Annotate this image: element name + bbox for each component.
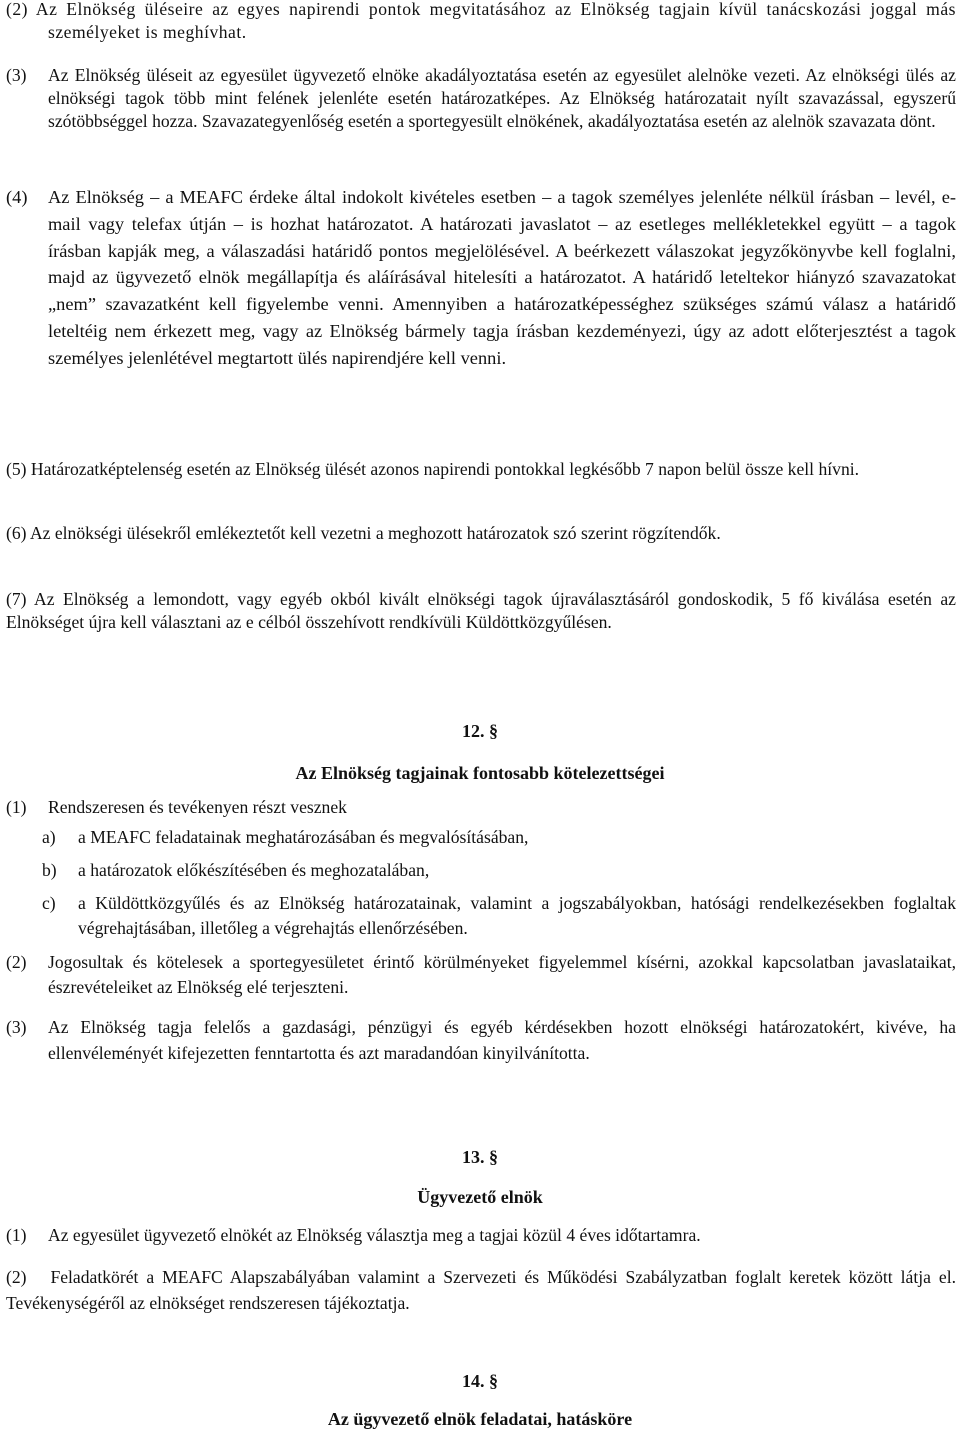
paragraph-12-3-text: Az Elnökség tagja felelős a gazdasági, pénzügyi és egyéb kérdésekben hozott elnökségi határozatokért, kivéve, ha ellenvéleményét kifejezetten fenntartotta és azt maradandóan kinyilvánította. [48, 1017, 956, 1063]
list-item-b [42, 859, 956, 882]
paragraph-13-1-text: Az egyesület ügyvezető elnökét az Elnökség választja meg a tagjai közül 4 éves időtartamra. [48, 1225, 701, 1245]
paragraph-11-6 [6, 522, 956, 545]
paragraph-12-2-text: Jogosultak és kötelesek a sportegyesületet érintő körülményeket figyelemmel kísérni, azokkal kapcsolatban javaslataikat, észrevételeiket az Elnökség elé terjeszteni. [48, 952, 956, 997]
section-13-title: Ügyvezető elnök [417, 1187, 543, 1207]
paragraph-13-2 [6, 1264, 956, 1316]
paragraph-12-1-number: (1) [6, 797, 27, 817]
section-14-title: Az ügyvezető elnök feladatai, hatásköre [327, 1409, 633, 1429]
paragraph-13-2-text: Feladatkörét a MEAFC Alapszabályában valamint a Szervezeti és Működési Szabályzatban foglalt keretek között látja el. Tevékenységéről az elnökséget rendszeresen tájékoztatja. [6, 1267, 956, 1313]
section-12-number: 12. § [462, 721, 498, 741]
paragraph-13-1-number: (1) [6, 1225, 27, 1245]
list-item-a-text: a MEAFC feladatainak meghatározásában és megvalósításában, [78, 827, 529, 847]
paragraph-12-3 [6, 1014, 956, 1066]
paragraph-11-3-number: (3) [6, 65, 27, 85]
list-item-a [42, 826, 956, 849]
list-item-a-label: a) [42, 827, 56, 847]
list-item-c-label: c) [42, 893, 56, 913]
paragraph-12-2-number: (2) [6, 952, 27, 972]
paragraph-12-2 [6, 950, 956, 1000]
paragraph-11-6-text: (6) Az elnökségi ülésekről emlékeztetőt kell vezetni a meghozott határozatok szó szerint rögzítendők. [6, 523, 721, 543]
paragraph-12-3-number: (3) [6, 1017, 27, 1037]
paragraph-11-5-text: (5) Határozatképtelenség esetén az Elnökség ülését azonos napirendi pontokkal legkésőbb 7 napon belül össze kell hívni. [6, 459, 860, 479]
list-item-c-text: a Küldöttközgyűlés és az Elnökség határozatainak, valamint a jogszabályokban, hatósági rendelkezésekben foglaltak végrehajtásában, illetőleg a végrehajtás ellenőrzésében. [78, 893, 956, 938]
paragraph-11-4-text: Az Elnökség – a MEAFC érdeke által indokolt kivételes esetben – a tagok személyes jelenléte nélkül írásban – levél, e-mail vagy telefax útján – is hozhat határozatot. A határozati javaslatot – az esetleges mellékletekkel együtt – a tagok írásban kapják meg, a válaszadási határidő pontos megjelölésével. A beérkezett válaszokat jegyzőkönyvbe kell foglalni, majd az ügyvezető elnök megállapítja és aláírásával hitelesíti a határozatot. A határidő leteltekor hiányzó szavazatokat „nem” szavazatként kell figyelembe venni. Amennyiben a határozatképességhez szükséges számú válasz a határidő leteltéig nem érkezett meg, vagy az Elnökség bármely tagja írásban kezdeményezi, úgy az adott előterjesztést a tagok személyes jelenlétével megtartott ülés napirendjére kell venni. [48, 187, 956, 368]
paragraph-13-2-number: (2) [6, 1267, 27, 1287]
paragraph-11-2 [6, 0, 956, 44]
paragraph-11-3-text: Az Elnökség üléseit az egyesület ügyvezető elnöke akadályoztatása esetén az egyesület alelnöke vezeti. Az elnökségi ülés az elnökségi tagok több mint felének jelenléte esetén határozatképes. Az Elnökség határozatait nyílt szavazással, egyszerű szótöbbséggel hozza. Szavazategyenlőség esetén a sportegyesült elnökének, akadályoztatása esetén az alelnök szavazata dönt. [48, 65, 956, 131]
list-item-b-label: b) [42, 860, 57, 880]
list-item-c [42, 891, 956, 941]
section-12-title: Az Elnökség tagjainak fontosabb kötelezettségei [295, 763, 665, 783]
paragraph-12-1-text: Rendszeresen és tevékenyen részt vesznek [48, 797, 347, 817]
paragraph-11-4-number: (4) [6, 187, 28, 207]
paragraph-11-7-text: (7) Az Elnökség a lemondott, vagy egyéb okból kivált elnökségi tagok újraválasztásáról gondoskodik, 5 fő kiválása esetén az Elnökséget újra kell választani az e célból összehívott rendkívüli Küldöttközgyűlésen. [6, 589, 956, 632]
section-13-number: 13. § [462, 1147, 498, 1167]
paragraph-11-2-text: (2) Az Elnökség üléseire az egyes napirendi pontok megvitatásához az Elnökség tagjain kívül tanácskozási joggal más személyeket is meghívhat. [6, 0, 956, 42]
paragraph-11-3 [6, 64, 956, 132]
paragraph-11-4 [6, 184, 956, 372]
section-14-number: 14. § [462, 1371, 498, 1391]
paragraph-13-1 [6, 1224, 956, 1247]
list-item-b-text: a határozatok előkészítésében és meghozatalában, [78, 860, 430, 880]
paragraph-11-7 [6, 588, 956, 634]
paragraph-12-1 [6, 796, 956, 819]
paragraph-11-5 [6, 458, 956, 481]
